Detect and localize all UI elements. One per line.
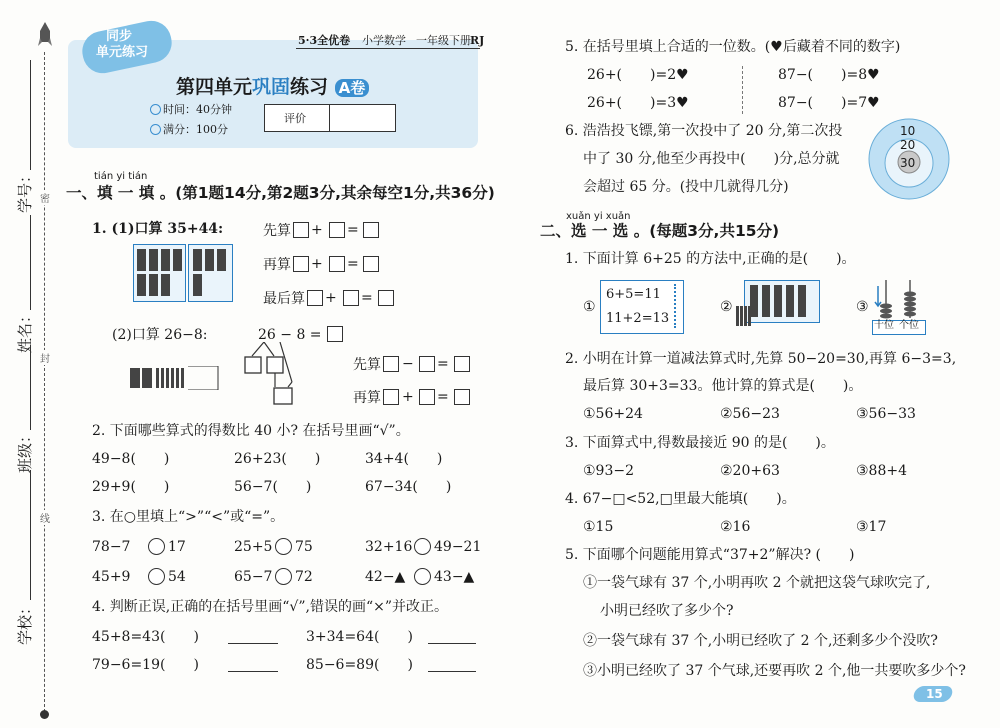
q1b-step2-label: 再算 (353, 390, 381, 406)
c3-text: 3. 下面算式中,得数最接近 90 的是( )。 (565, 435, 835, 451)
q4-item-1-line[interactable] (228, 643, 278, 644)
c1-option1-line2: 11+2=13 (606, 311, 670, 326)
q2-item-1[interactable]: 49−8( ) (92, 451, 170, 467)
q2-item-5[interactable]: 56−7( ) (234, 479, 312, 495)
name-line (30, 215, 31, 310)
c2-line2: 最后算 30+3=33。他计算的算式是( )。 (583, 378, 863, 394)
q1a-step1-box2[interactable] (329, 222, 345, 238)
sec1-pinyin: tián yi tián (94, 171, 148, 182)
q4-item-3-line[interactable] (228, 671, 278, 672)
school-line (30, 470, 31, 600)
q3-e-right: 72 (295, 569, 313, 585)
dart-ring-20: 20 (900, 138, 916, 152)
badge-line1: 同步 (106, 29, 133, 44)
q6-line1: 6. 浩浩投飞镖,第一次投中了 20 分,第二次投 (565, 123, 843, 139)
dart-ring-30: 30 (900, 156, 916, 170)
rocket-icon (38, 22, 52, 48)
c5-text: 5. 下面哪个问题能用算式“37+2”解决? ( ) (565, 547, 855, 563)
c3-option-2[interactable]: ②20+63 (720, 463, 780, 479)
header-edition: RJ (470, 34, 485, 47)
c1-option2-label[interactable]: ② (720, 299, 733, 315)
bundles-image-3 (736, 280, 820, 328)
equals-sign: = (347, 256, 359, 272)
c1-option1-label[interactable]: ① (583, 299, 596, 315)
q5-divider (742, 66, 743, 114)
seal-mi: 密 (40, 190, 50, 205)
q2-item-4[interactable]: 29+9( ) (92, 479, 170, 495)
binding-dashed-line (44, 52, 45, 712)
abacus-ones-label: 个位 (899, 320, 919, 331)
c5-option1-line1[interactable]: ①一袋气球有 37 个,小明再吹 2 个就把这袋气球吹完了, (583, 575, 931, 591)
plus-sign: + (311, 256, 323, 272)
equals-sign: = (437, 389, 449, 405)
q1a-step1-box1[interactable] (293, 222, 309, 238)
q1a-step2-label: 再算 (263, 257, 291, 273)
sec1-title: 一、填 一 填 。(第1题14分,第2题3分,其余每空1分,共36分) (66, 184, 495, 202)
q4-item-2[interactable]: 3+34=64( ) (306, 629, 413, 645)
q1a-step3-box2[interactable] (343, 290, 359, 306)
q1a-step3-box1[interactable] (307, 290, 323, 306)
c1-option1-line1: 6+5=11 (606, 287, 661, 302)
q4-item-1[interactable]: 45+8=43( ) (92, 629, 199, 645)
page-title: 第四单元巩固练习 A卷 (176, 72, 369, 99)
time-text: 时间：40分钟 (163, 103, 232, 116)
c2-option-3[interactable]: ③56−33 (856, 406, 916, 422)
seal-feng: 封 (40, 350, 50, 365)
c4-option-2[interactable]: ②16 (720, 519, 751, 535)
q3-a-circle[interactable] (148, 538, 165, 555)
c2-option-2[interactable]: ②56−23 (720, 406, 780, 422)
q3-b-left: 25+5 (234, 539, 273, 555)
q4-item-3[interactable]: 79−6=19( ) (92, 657, 199, 673)
q3-d-right: 54 (168, 569, 186, 585)
c2-option-1[interactable]: ①56+24 (583, 406, 643, 422)
q3-b-right: 75 (295, 539, 313, 555)
plus-sign: + (402, 389, 414, 405)
dart-ring-10: 10 (900, 124, 916, 138)
q1a-step3-label: 最后算 (263, 291, 305, 307)
q3-a-right: 17 (168, 539, 186, 555)
c4-option-1[interactable]: ①15 (583, 519, 614, 535)
q1b-step2-box2[interactable] (419, 389, 435, 405)
abacus-image (872, 278, 924, 320)
header-grade: 一年级下册 (416, 34, 471, 47)
equals-sign: = (437, 356, 449, 372)
q4-item-2-line[interactable] (428, 643, 476, 644)
q1b-answer-box[interactable] (327, 326, 343, 342)
q3-e-circle[interactable] (275, 568, 292, 585)
class-label: 班级： (16, 427, 35, 474)
q1b-step2-box1[interactable] (383, 389, 399, 405)
bundles-image-1 (133, 244, 233, 302)
q3-f-circle[interactable] (414, 568, 431, 585)
clock-icon (150, 104, 161, 115)
q1b-step1-box3[interactable] (454, 356, 470, 372)
c4-option-3[interactable]: ③17 (856, 519, 887, 535)
q5-item-3[interactable]: 26+( )=3♥ (587, 95, 689, 111)
c2-line1: 2. 小明在计算一道减法算式时,先算 50−20=30,再算 6−3=3, (565, 351, 957, 367)
c5-option-3[interactable]: ③小明已经吹了 37 个气球,还要再吹 2 个,他一共要吹多少个? (583, 663, 966, 679)
c1-option3-label[interactable]: ③ (856, 299, 869, 315)
full-score-text: 满分：100分 (163, 123, 228, 136)
c3-option-1[interactable]: ①93−2 (583, 463, 635, 479)
badge-line2: 单元练习 (96, 45, 149, 60)
page-number: 15 (926, 687, 943, 701)
evaluation-label: 评价 (284, 112, 306, 125)
bundles-image-2 (130, 366, 220, 390)
equals-sign: = (347, 222, 359, 238)
q1a-step2-box2[interactable] (329, 256, 345, 272)
q3-text: 3. 在○里填上“>”“<”或“=”。 (92, 509, 285, 525)
q1a-step3-box3[interactable] (378, 290, 394, 306)
c4-text: 4. 67−□<52,□里最大能填( )。 (565, 491, 796, 507)
q1b-text: (2)口算 26−8: (112, 327, 208, 343)
student-no-line (30, 60, 31, 170)
seal-xian: 线 (40, 510, 50, 525)
c5-option-2[interactable]: ②一袋气球有 37 个,小明已经吹了 2 个,还剩多少个没吹? (583, 633, 938, 649)
q4-text: 4. 判断正误,正确的在括号里画“√”,错误的画“×”并改正。 (92, 599, 448, 615)
c5-option1-line2: 小明已经吹了多少个? (600, 603, 734, 619)
q3-f-left: 42−▲ (365, 569, 406, 585)
c3-option-3[interactable]: ③88+4 (856, 463, 908, 479)
q5-text: 5. 在括号里填上合适的一位数。(♥后藏着不同的数字) (565, 39, 901, 55)
binding-dot (40, 710, 49, 719)
spring-icon (666, 284, 676, 328)
q1b-step1-box1[interactable] (383, 356, 399, 372)
q2-item-6[interactable]: 67−34( ) (365, 479, 452, 495)
q3-e-left: 65−7 (234, 569, 273, 585)
q2-item-3[interactable]: 34+4( ) (365, 451, 443, 467)
check-icon (150, 124, 161, 135)
plus-sign: + (311, 222, 323, 238)
minus-sign: − (402, 356, 414, 372)
equals-sign: = (361, 290, 373, 306)
q1b-step2-box3[interactable] (454, 389, 470, 405)
header-series: 5·3全优卷 (298, 34, 351, 47)
student-no-label: 学号： (16, 167, 35, 214)
q2-text: 2. 下面哪些算式的得数比 40 小? 在括号里画“√”。 (92, 423, 410, 439)
q3-c-circle[interactable] (414, 538, 431, 555)
q1b-step1-box2[interactable] (419, 356, 435, 372)
q4-item-4-line[interactable] (428, 671, 476, 672)
plus-sign: + (325, 290, 337, 306)
q1b-equation: 26 − 8 = (258, 327, 322, 343)
q3-c-right: 49−21 (434, 539, 482, 555)
q3-d-left: 45+9 (92, 569, 131, 585)
q5-item-1[interactable]: 26+( )=2♥ (587, 67, 689, 83)
class-line (30, 345, 31, 430)
q3-d-circle[interactable] (148, 568, 165, 585)
school-label: 学校： (16, 599, 35, 646)
split-diagram (244, 342, 304, 412)
abacus-tens-label: 十位 (874, 320, 894, 331)
name-label: 姓名： (16, 307, 35, 354)
q3-f-right: 43−▲ (434, 569, 475, 585)
q3-b-circle[interactable] (275, 538, 292, 555)
title-tag: A卷 (335, 79, 370, 97)
q3-a-left: 78−7 (92, 539, 131, 555)
header-subject: 小学数学 (362, 34, 406, 47)
q1a-text: 1. (1)口算 35+44: (92, 221, 224, 237)
q5-item-4[interactable]: 87−( )=7♥ (778, 95, 880, 111)
header-rule (296, 48, 480, 49)
q6-line3: 会超过 65 分。(投中几就得几分) (583, 179, 789, 195)
c1-text: 1. 下面计算 6+25 的方法中,正确的是( )。 (565, 251, 856, 267)
evaluation-divider (329, 104, 330, 132)
sec2-title: 二、选 一 选 。(每题3分,共15分) (540, 222, 780, 240)
sec2-pinyin: xuǎn yi xuǎn (566, 211, 631, 222)
q1b-step1-label: 先算 (353, 357, 381, 373)
q3-c-left: 32+16 (365, 539, 413, 555)
q1a-step1-label: 先算 (263, 223, 291, 239)
q5-item-2[interactable]: 87−( )=8♥ (778, 67, 880, 83)
q1a-step1-box3[interactable] (363, 222, 379, 238)
q2-item-2[interactable]: 26+23( ) (234, 451, 321, 467)
q4-item-4[interactable]: 85−6=89( ) (306, 657, 413, 673)
q1a-step2-box3[interactable] (363, 256, 379, 272)
q6-line2: 中了 30 分,他至少再投中( )分,总分就 (583, 151, 840, 167)
q1a-step2-box1[interactable] (293, 256, 309, 272)
